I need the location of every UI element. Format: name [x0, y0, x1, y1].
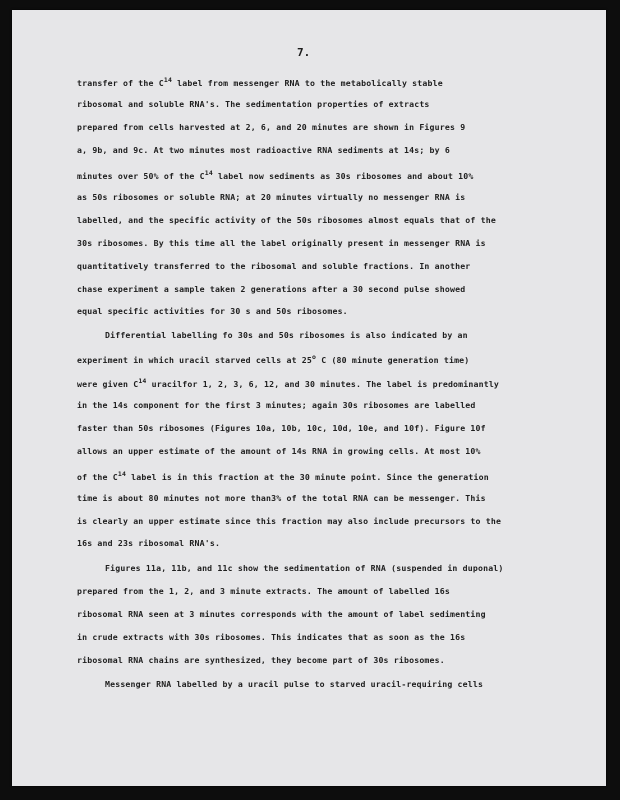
- text-line: is clearly an upper estimate since this fraction may also include precursors to the: [77, 516, 502, 526]
- text-line: Messenger RNA labelled by a uracil pulse to starved uracil-requiring cells: [105, 679, 484, 689]
- text-line: experiment in which uracil starved cells at 25$^o$ C (80 minute generation time): [77, 353, 470, 365]
- text-line: were given $C^{14}$ uracilfor 1, 2, 3, 6, 12, and 30 minutes. The label is predominantly: [77, 377, 500, 389]
- text-line: equal specific activities for 30 s and 50s ribosomes.: [77, 306, 348, 316]
- body-text: [12, 10, 606, 786]
- text-line: time is about 80 minutes not more than3% of the total RNA can be messenger. This: [77, 493, 486, 503]
- text-line: a, 9b, and 9c. At two minutes most radioactive RNA sediments at 14s; by 6: [77, 145, 450, 155]
- text-line: quantitatively transferred to the ribosomal and soluble fractions. In another: [77, 261, 471, 271]
- text-line: 30s ribosomes. By this time all the label originally present in messenger RNA is: [77, 238, 486, 248]
- text-line: of the $C^{14}$ label is in this fraction at the 30 minute point. Since the generation: [77, 470, 489, 482]
- text-line: labelled, and the specific activity of the 50s ribosomes almost equals that of the: [77, 215, 496, 225]
- text-line: in crude extracts with 30s ribosomes. This indicates that as soon as the 16s: [77, 632, 466, 642]
- text-line: Figures 11a, 11b, and 11c show the sedimentation of RNA (suspended in duponal): [105, 563, 504, 573]
- text-line: chase experiment a sample taken 2 generations after a 30 second pulse showed: [77, 284, 466, 294]
- text-line: prepared from cells harvested at 2, 6, and 20 minutes are shown in Figures 9: [77, 122, 466, 132]
- text-line: in the 14s component for the first 3 minutes; again 30s ribosomes are labelled: [77, 400, 476, 410]
- text-line: ribosomal and soluble RNA's. The sedimentation properties of extracts: [77, 99, 430, 109]
- text-line: transfer of the $C^{14}$ label from messenger RNA to the metabolically stable: [77, 76, 443, 88]
- text-line: ribosomal RNA seen at 3 minutes corresponds with the amount of label sedimenting: [77, 609, 486, 619]
- page-number: 7.: [297, 46, 311, 59]
- text-line: faster than 50s ribosomes (Figures 10a, 10b, 10c, 10d, 10e, and 10f). Figure 10f: [77, 423, 486, 433]
- text-line: as 50s ribosomes or soluble RNA; at 20 minutes virtually no messenger RNA is: [77, 192, 466, 202]
- text-line: Differential labelling fo 30s and 50s ribosomes is also indicated by an: [105, 330, 468, 340]
- text-line: ribosomal RNA chains are synthesized, they become part of 30s ribosomes.: [77, 655, 445, 665]
- text-line: 16s and 23s ribosomal RNA's.: [77, 538, 221, 548]
- text-line: minutes over 50% of the $C^{14}$ label now sediments as 30s ribosomes and about 10%: [77, 169, 474, 181]
- document-page: [12, 10, 606, 786]
- text-line: allows an upper estimate of the amount of 14s RNA in growing cells. At most 10%: [77, 446, 481, 456]
- text-line: prepared from the 1, 2, and 3 minute extracts. The amount of labelled 16s: [77, 586, 450, 596]
